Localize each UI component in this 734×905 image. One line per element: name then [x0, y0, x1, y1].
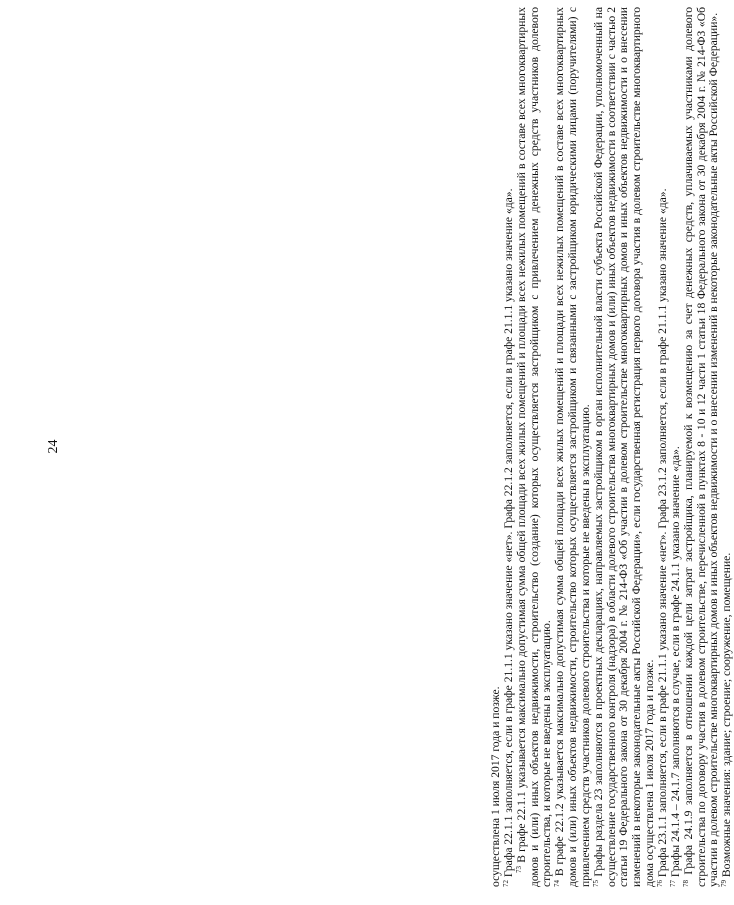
footnote-number: 78: [681, 880, 690, 887]
footnote-text: Графа 24.1.9 заполняется в отношении каждой цели затрат застройщика, планируемой к возмещению за счет денежных средств, уплачиваемых участниками долевого строительства по договору участия в долевом строительстве, перечисленной в пунктах 8 - 10 и 12 части 1 статьи 18 Федерального закона от 30 декабря 2004 г. № 214-ФЗ «Об участии в долевом строительстве многоквартирных домов и иных объектов недвижимости и о внесении изменений в некоторые законодательные акты Российской Федерации».: [681, 7, 721, 887]
footnote-number: 75: [591, 880, 600, 887]
footnote-number: 79: [720, 880, 729, 887]
footnote-text: Графы 24.1.4 – 24.1.7 заполняются в случае, если в графе 24.1.1 указано значение «да».: [668, 446, 682, 878]
page-number: 24: [46, 439, 61, 454]
footnote-text: Графы раздела 23 заполняются в проектных декларациях, направляемых застройщиком в орган исполнительной власти субъекта Российской Федерации, уполномоченный на осуществление государственного контроля (надзора) в области долевого строительства многоквартирных домов и (или) иных объектов недвижимости в соответствии с частью 2 статьи 19 Федерального закона от 30 декабря 2004 г. № 214-ФЗ «Об участии в долевом строительстве многоквартирных домов и иных объектов недвижимости и о внесении изменений в некоторые законодательные акты Российской Федерации», если государственная регистрация первого договора участия в долевом строительстве многоквартирного дома осуществлена 1 июля 2017 года и позже.: [591, 7, 657, 887]
footnote-number: 72: [501, 880, 510, 887]
footnote-number: 77: [668, 880, 677, 887]
footnote-text: осуществлена 1 июля 2017 года и позже.: [489, 686, 502, 887]
footnote-text: Графа 22.1.1 заполняется, если в графе 21.1.1 указано значение «нет». Графа 22.1.2 заполняется, если в графе 21.1.1 указано значение «да».: [501, 188, 515, 878]
footnote-text: Графа 23.1.1 заполняется, если в графе 21.1.1 указано значение «нет». Графа 23.1.2 заполняется, если в графе 21.1.1 указано значение «да».: [655, 188, 669, 878]
footnote-number: 76: [655, 880, 664, 887]
footnote-74: [554, 7, 593, 887]
footnote-75: [593, 7, 657, 887]
footnote-73: [516, 7, 555, 887]
footnote-number: 73: [514, 866, 523, 873]
rotated-page: [40, 0, 734, 894]
footnote-number: 74: [553, 880, 562, 887]
footnote-78: [683, 7, 722, 887]
footnotes-block: [490, 7, 734, 887]
footnote-text: В графе 22.1.1 указывается максимально допустимая сумма общей площади всех жилых помещений и площади всех нежилых помещений в составе всех многоквартирных домов и (или) иных объектов недвижимости, строительство (создание) которых осуществляется застройщиком с привлечением денежных средств участников долевого строительства, и которые не введены в эксплуатацию.: [514, 7, 554, 887]
footnote-79: [721, 7, 734, 887]
footnote-text: В графе 22.1.2 указывается максимально допустимая сумма общей площади всех жилых помещений и площади всех нежилых помещений в составе всех многоквартирных домов и (или) иных объектов недвижимости, строительство которых осуществляется застройщиком и связанными с застройщиком юридическими лицами (поручителями) с привлечением средств участников долевого строительства и которые не введены в эксплуатацию.: [553, 7, 592, 887]
footnote-text: Возможные значения: здание; строение; сооружение, помещение.: [720, 552, 734, 878]
